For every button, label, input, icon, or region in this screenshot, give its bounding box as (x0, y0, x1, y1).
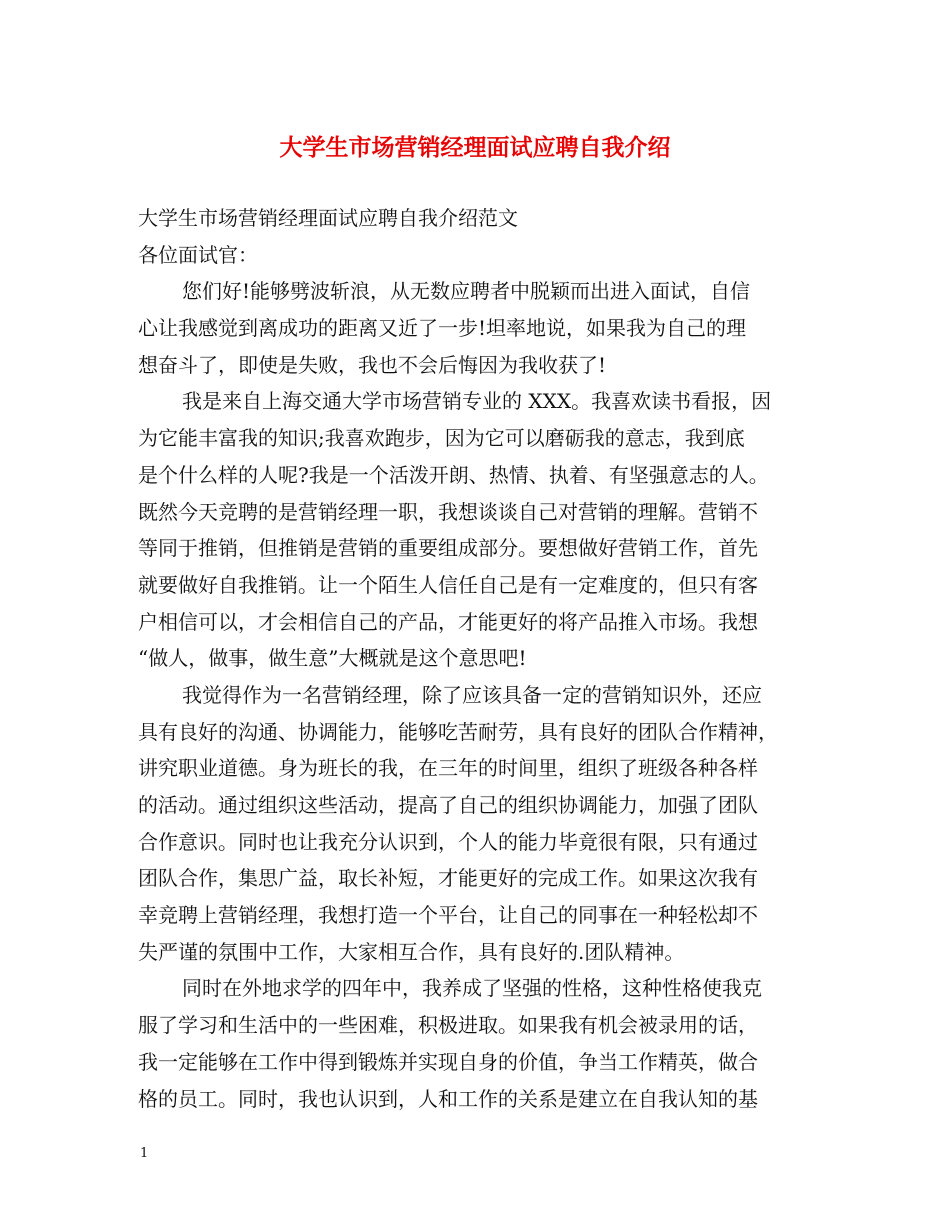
body-line: 等同于推销，但推销是营销的重要组成部分。要想做好营销工作，首先 (138, 536, 758, 561)
body-line: 的活动。通过组织这些活动，提高了自己的组织协调能力，加强了团队 (138, 793, 758, 817)
body-line: 是个什么样的人呢?我是一个活泼开朗、热情、执着、有坚强意志的人。 (138, 462, 769, 487)
body-line: 具有良好的沟通、协调能力，能够吃苦耐劳，具有良好的团队合作精神， (138, 719, 778, 744)
body-line: 户相信可以，才会相信自己的产品，才能更好的将产品推入市场。我想 (138, 609, 758, 634)
body-line: 格的员工。同时，我也认识到，人和工作的关系是建立在自我认知的基 (138, 1086, 758, 1111)
body-line: 为它能丰富我的知识;我喜欢跑步，因为它可以磨砺我的意志，我到底 (138, 426, 745, 451)
body-line: 我一定能够在工作中得到锻炼并实现自身的价值，争当工作精英，做合 (138, 1049, 758, 1074)
body-line: 团队合作，集思广益，取长补短，才能更好的完成工作。如果这次我有 (138, 866, 758, 891)
body-line: 您们好!能够劈波斩浪，从无数应聘者中脱颖而出进入面试，自信 (182, 279, 751, 304)
body-line: 既然今天竞聘的是营销经理一职，我想谈谈自己对营销的理解。营销不 (138, 499, 758, 524)
body-line: 我是来自上海交通大学市场营销专业的 XXX。我喜欢读书看报，因 (182, 389, 772, 414)
body-line: 合作意识。同时也让我充分认识到，个人的能力毕竟很有限，只有通过 (138, 829, 758, 854)
body-line: 同时在外地求学的四年中，我养成了坚强的性格，这种性格使我克 (182, 976, 762, 1001)
body-line: 心让我感觉到离成功的距离又近了一步!坦率地说，如果我为自己的理 (138, 316, 747, 341)
body-line: 就要做好自我推销。让一个陌生人信任自己是有一定难度的，但只有客 (138, 572, 758, 597)
body-line: 大学生市场营销经理面试应聘自我介绍范文 (138, 206, 518, 230)
body-line: 服了学习和生活中的一些困难，积极进取。如果我有机会被录用的话， (138, 1013, 758, 1038)
body-line: 我觉得作为一名营销经理，除了应该具备一定的营销知识外，还应 (182, 682, 762, 707)
body-line: 失严谨的氛围中工作，大家相互合作，具有良好的.团队精神。 (138, 939, 685, 964)
body-line: 各位面试官： (138, 242, 258, 267)
body-line: 想奋斗了，即使是失败，我也不会后悔因为我收获了! (138, 352, 607, 377)
document-body (138, 200, 828, 1117)
body-line: “做人，做事，做生意”大概就是这个意思吧! (138, 646, 527, 671)
body-line: 幸竞聘上营销经理，我想打造一个平台，让自己的同事在一种轻松却不 (138, 903, 758, 928)
page-number: 1 (140, 1146, 149, 1161)
body-line: 讲究职业道德。身为班长的我，在三年的时间里，组织了班级各种各样 (138, 756, 758, 781)
document-title: 大学生市场营销经理面试应聘自我介绍 (279, 134, 671, 161)
